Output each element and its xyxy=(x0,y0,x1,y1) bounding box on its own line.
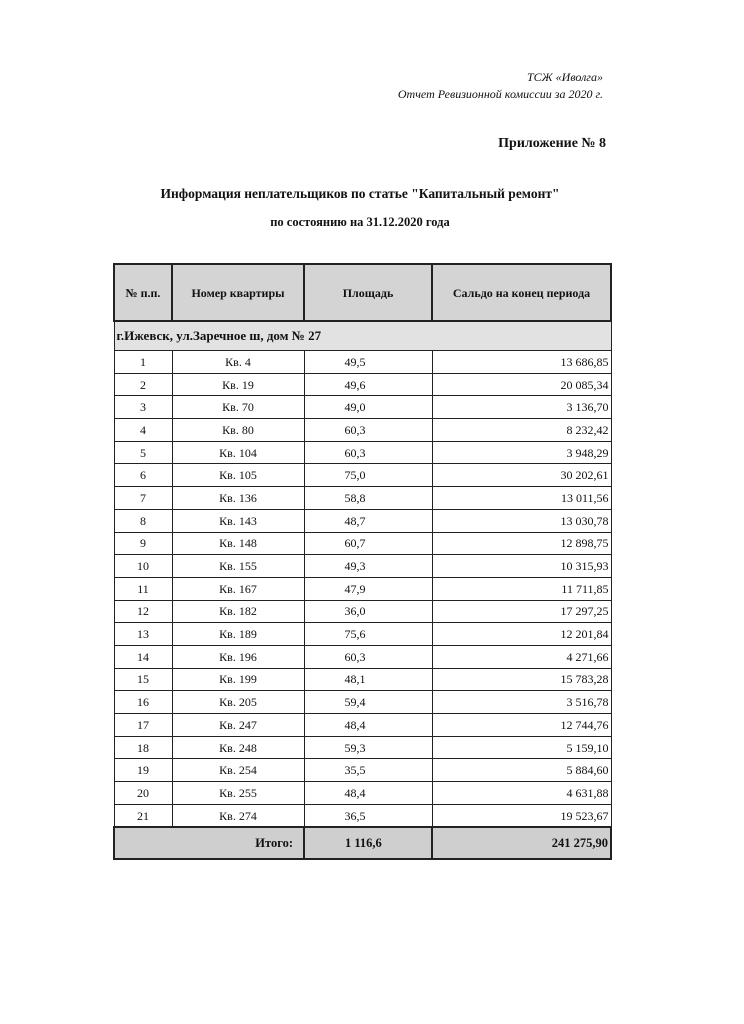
area-cell: 75,6 xyxy=(304,623,432,646)
balance-cell: 13 686,85 xyxy=(432,351,611,374)
row-number-cell: 6 xyxy=(114,464,172,487)
row-number-cell: 12 xyxy=(114,600,172,623)
table-row xyxy=(114,600,611,623)
organization-name: ТСЖ «Иволга» xyxy=(526,70,603,84)
balance-cell: 13 011,56 xyxy=(432,487,611,510)
apartment-cell: Кв. 136 xyxy=(172,487,304,510)
table-row xyxy=(114,555,611,578)
apartment-cell: Кв. 255 xyxy=(172,782,304,805)
apartment-cell: Кв. 274 xyxy=(172,804,304,827)
area-cell: 48,7 xyxy=(304,509,432,532)
row-number-cell: 19 xyxy=(114,759,172,782)
balance-cell: 3 516,78 xyxy=(432,691,611,714)
apartment-cell: Кв. 104 xyxy=(172,441,304,464)
document-title: Информация неплательщиков по статье "Капитальный ремонт" xyxy=(160,186,560,201)
apartment-cell: Кв. 4 xyxy=(172,351,304,374)
area-cell: 49,6 xyxy=(304,373,432,396)
report-name: Отчет Ревизионной комиссии за 2020 г. xyxy=(397,87,603,101)
table-row xyxy=(114,464,611,487)
apartment-cell: Кв. 196 xyxy=(172,645,304,668)
table-row xyxy=(114,645,611,668)
table-row xyxy=(114,396,611,419)
address-group-row xyxy=(114,321,611,351)
document-subtitle: по состоянию на 31.12.2020 года xyxy=(270,215,450,229)
row-number-cell: 18 xyxy=(114,736,172,759)
apartment-cell: Кв. 182 xyxy=(172,600,304,623)
area-cell: 48,4 xyxy=(304,714,432,737)
debtors-table xyxy=(113,263,612,860)
area-cell: 36,5 xyxy=(304,804,432,827)
row-number-cell: 10 xyxy=(114,555,172,578)
table-row xyxy=(114,351,611,374)
balance-cell: 4 631,88 xyxy=(432,782,611,805)
balance-cell: 19 523,67 xyxy=(432,804,611,827)
table-row xyxy=(114,373,611,396)
balance-cell: 3 136,70 xyxy=(432,396,611,419)
row-number-cell: 13 xyxy=(114,623,172,646)
table-row xyxy=(114,532,611,555)
row-number-cell: 20 xyxy=(114,782,172,805)
row-number-cell: 14 xyxy=(114,645,172,668)
balance-cell: 11 711,85 xyxy=(432,577,611,600)
balance-cell: 5 159,10 xyxy=(432,736,611,759)
row-number-cell: 4 xyxy=(114,419,172,442)
balance-cell: 12 744,76 xyxy=(432,714,611,737)
row-number-cell: 15 xyxy=(114,668,172,691)
table-row xyxy=(114,668,611,691)
balance-cell: 10 315,93 xyxy=(432,555,611,578)
table-row xyxy=(114,759,611,782)
column-header-area: Площадь xyxy=(304,264,432,321)
table-row xyxy=(114,509,611,532)
row-number-cell: 11 xyxy=(114,577,172,600)
area-cell: 49,3 xyxy=(304,555,432,578)
balance-cell: 30 202,61 xyxy=(432,464,611,487)
apartment-cell: Кв. 80 xyxy=(172,419,304,442)
apartment-cell: Кв. 143 xyxy=(172,509,304,532)
table-header-row xyxy=(114,264,611,321)
table-row xyxy=(114,577,611,600)
area-cell: 47,9 xyxy=(304,577,432,600)
address-group-label: г.Ижевск, ул.Заречное ш, дом № 27 xyxy=(114,321,611,351)
table-row xyxy=(114,782,611,805)
table-row xyxy=(114,441,611,464)
balance-cell: 12 898,75 xyxy=(432,532,611,555)
column-header-apartment: Номер квартиры xyxy=(172,264,304,321)
row-number-cell: 3 xyxy=(114,396,172,419)
total-balance: 241 275,90 xyxy=(432,827,611,859)
balance-cell: 5 884,60 xyxy=(432,759,611,782)
balance-cell: 4 271,66 xyxy=(432,645,611,668)
area-cell: 75,0 xyxy=(304,464,432,487)
table-row xyxy=(114,419,611,442)
row-number-cell: 9 xyxy=(114,532,172,555)
area-cell: 60,3 xyxy=(304,441,432,464)
apartment-cell: Кв. 148 xyxy=(172,532,304,555)
area-cell: 60,3 xyxy=(304,645,432,668)
balance-cell: 15 783,28 xyxy=(432,668,611,691)
area-cell: 48,4 xyxy=(304,782,432,805)
area-cell: 60,7 xyxy=(304,532,432,555)
apartment-cell: Кв. 254 xyxy=(172,759,304,782)
balance-cell: 20 085,34 xyxy=(432,373,611,396)
total-row xyxy=(114,827,611,859)
area-cell: 48,1 xyxy=(304,668,432,691)
column-header-balance: Сальдо на конец периода xyxy=(432,264,611,321)
apartment-cell: Кв. 199 xyxy=(172,668,304,691)
row-number-cell: 21 xyxy=(114,804,172,827)
apartment-cell: Кв. 105 xyxy=(172,464,304,487)
area-cell: 35,5 xyxy=(304,759,432,782)
apartment-cell: Кв. 248 xyxy=(172,736,304,759)
table-row xyxy=(114,691,611,714)
area-cell: 59,4 xyxy=(304,691,432,714)
row-number-cell: 8 xyxy=(114,509,172,532)
area-cell: 36,0 xyxy=(304,600,432,623)
balance-cell: 12 201,84 xyxy=(432,623,611,646)
table-row xyxy=(114,804,611,827)
apartment-cell: Кв. 155 xyxy=(172,555,304,578)
row-number-cell: 17 xyxy=(114,714,172,737)
area-cell: 59,3 xyxy=(304,736,432,759)
area-cell: 49,0 xyxy=(304,396,432,419)
column-header-number: № п.п. xyxy=(114,264,172,321)
balance-cell: 17 297,25 xyxy=(432,600,611,623)
apartment-cell: Кв. 205 xyxy=(172,691,304,714)
row-number-cell: 7 xyxy=(114,487,172,510)
apartment-cell: Кв. 19 xyxy=(172,373,304,396)
table-row xyxy=(114,714,611,737)
area-cell: 58,8 xyxy=(304,487,432,510)
balance-cell: 13 030,78 xyxy=(432,509,611,532)
table-row xyxy=(114,623,611,646)
row-number-cell: 16 xyxy=(114,691,172,714)
row-number-cell: 5 xyxy=(114,441,172,464)
appendix-number: Приложение № 8 xyxy=(498,136,606,151)
apartment-cell: Кв. 167 xyxy=(172,577,304,600)
total-area: 1 116,6 xyxy=(304,827,432,859)
area-cell: 49,5 xyxy=(304,351,432,374)
balance-cell: 8 232,42 xyxy=(432,419,611,442)
total-label: Итого: xyxy=(114,827,304,859)
apartment-cell: Кв. 70 xyxy=(172,396,304,419)
debtors-table-container xyxy=(113,263,610,860)
apartment-cell: Кв. 247 xyxy=(172,714,304,737)
apartment-cell: Кв. 189 xyxy=(172,623,304,646)
balance-cell: 3 948,29 xyxy=(432,441,611,464)
row-number-cell: 2 xyxy=(114,373,172,396)
table-row xyxy=(114,487,611,510)
table-row xyxy=(114,736,611,759)
row-number-cell: 1 xyxy=(114,351,172,374)
area-cell: 60,3 xyxy=(304,419,432,442)
